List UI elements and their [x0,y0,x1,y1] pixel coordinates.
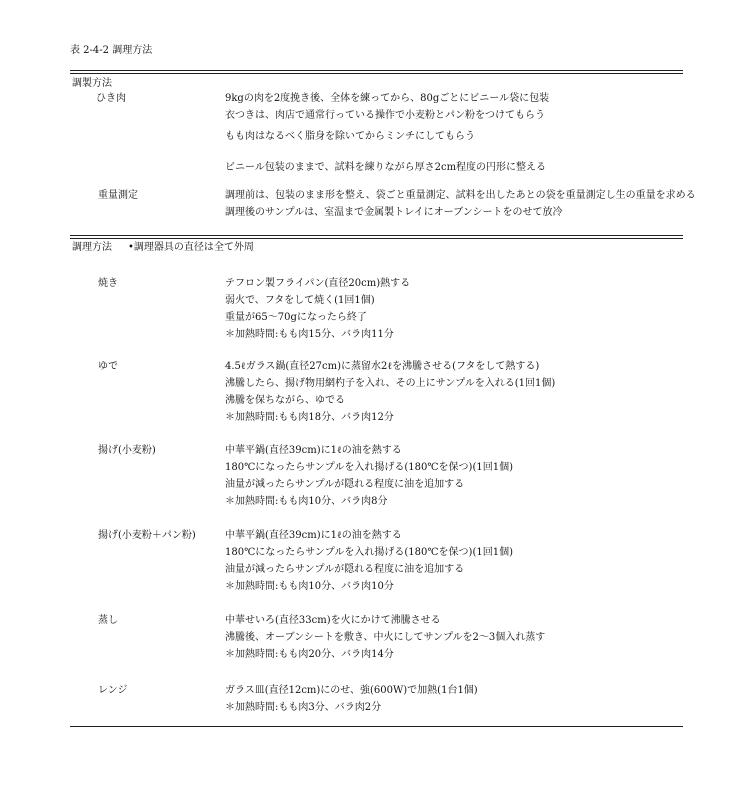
content-line: ガラス皿(直径12cm)にのせ、強(600W)で加熱(1台1個) [225,685,478,696]
content-line: ＊加熱時間:もも肉10分、バラ肉8分 [225,496,388,507]
method-content-fry-flour [225,444,513,512]
method-content-grill [225,277,410,345]
content-line: 9kgの肉を2度挽き後、全体を練ってから、80gごとにビニール袋に包装 [225,93,550,104]
content-line: ＊加熱時間:もも肉20分、バラ肉14分 [225,649,394,660]
methods-heading: 調理方法 [72,242,112,253]
method-content-steam [225,614,545,665]
methods-note: •調理器具の直径は全て外周 [128,242,254,253]
content-line: ＊加熱時間:もも肉10分、バラ肉10分 [225,581,394,592]
content-line: 180℃になったらサンプルを入れ揚げる(180℃を保つ)(1回1個) [225,547,513,558]
content-line: 中華平鍋(直径39cm)に1ℓの油を熱する [225,445,402,456]
content-line: ＊加熱時間:もも肉15分、バラ肉11分 [225,329,394,340]
row-content-minced [225,92,549,178]
bottom-rule [70,726,683,727]
row-content-weight [225,189,696,223]
method-label-fry-breaded: 揚げ(小麦粉＋パン粉) [98,530,196,541]
content-line: 沸騰したら、揚げ物用網杓子を入れ、その上にサンプルを入れる(1回1個) [225,378,556,389]
content-line: 中華平鍋(直径39cm)に1ℓの油を熱する [225,530,402,541]
content-line: 油量が減ったらサンプルが隠れる程度に油を追加する [225,479,465,490]
method-content-fry-breaded [225,529,513,597]
content-line: 4.5ℓガラス鍋(直径27cm)に蒸留水2ℓを沸騰させる(フタをして熱する) [225,361,540,372]
method-label-grill: 焼き [98,278,118,289]
content-line: 180℃になったらサンプルを入れ揚げる(180℃を保つ)(1回1個) [225,462,513,473]
method-content-microwave [225,684,478,718]
content-line: テフロン製フライパン(直径20cm)熱する [225,278,411,289]
section-rule [70,235,683,236]
content-line: 沸騰後、オーブンシートを敷き、中火にしてサンプルを2～3個入れ蒸す [225,632,546,643]
content-line: ＊加熱時間:もも肉18分、バラ肉12分 [225,412,394,423]
content-line: 調理前は、包装のまま形を整え、袋ごと重量測定、試料を出したあとの袋を重量測定し生の重量を求める [225,190,696,201]
row-label-weight: 重量測定 [98,190,138,201]
top-rule [70,70,683,71]
content-line: 沸騰を保ちながら、ゆでる [225,395,345,406]
content-line: ビニール包装のままで、試料を練りながら厚さ2cm程度の円形に整える [225,162,547,173]
method-label-boil: ゆで [98,361,118,372]
content-line: 油量が減ったらサンプルが隠れる程度に油を追加する [225,564,465,575]
preparation-heading: 調製方法 [72,78,112,89]
content-line: 衣つきは、肉店で通常行っている操作で小麦粉とパン粉をつけてもらう [225,110,545,121]
top-rule-2 [70,73,683,74]
content-line: ＊加熱時間:もも肉3分、バラ肉2分 [225,702,382,713]
method-label-steam: 蒸し [98,615,118,626]
content-line: もも肉はなるべく脂身を除いてからミンチにしてもらう [225,131,475,142]
content-line: 重量が65～70gになったら終了 [225,312,367,323]
row-label-minced: ひき肉 [96,93,126,104]
content-line: 弱火で、フタをして焼く(1回1個) [225,295,375,306]
method-label-fry-flour: 揚げ(小麦粉) [98,445,156,456]
table-title: 表 2-4-2 調理方法 [70,45,153,56]
section-rule-2 [70,238,683,239]
method-label-microwave: レンジ [98,685,128,696]
content-line: 調理後のサンプルは、室温まで金属製トレイにオーブンシートをのせて放冷 [225,207,563,218]
content-line: 中華せいろ(直径33cm)を火にかけて沸騰させる [225,615,441,626]
method-content-boil [225,360,555,428]
